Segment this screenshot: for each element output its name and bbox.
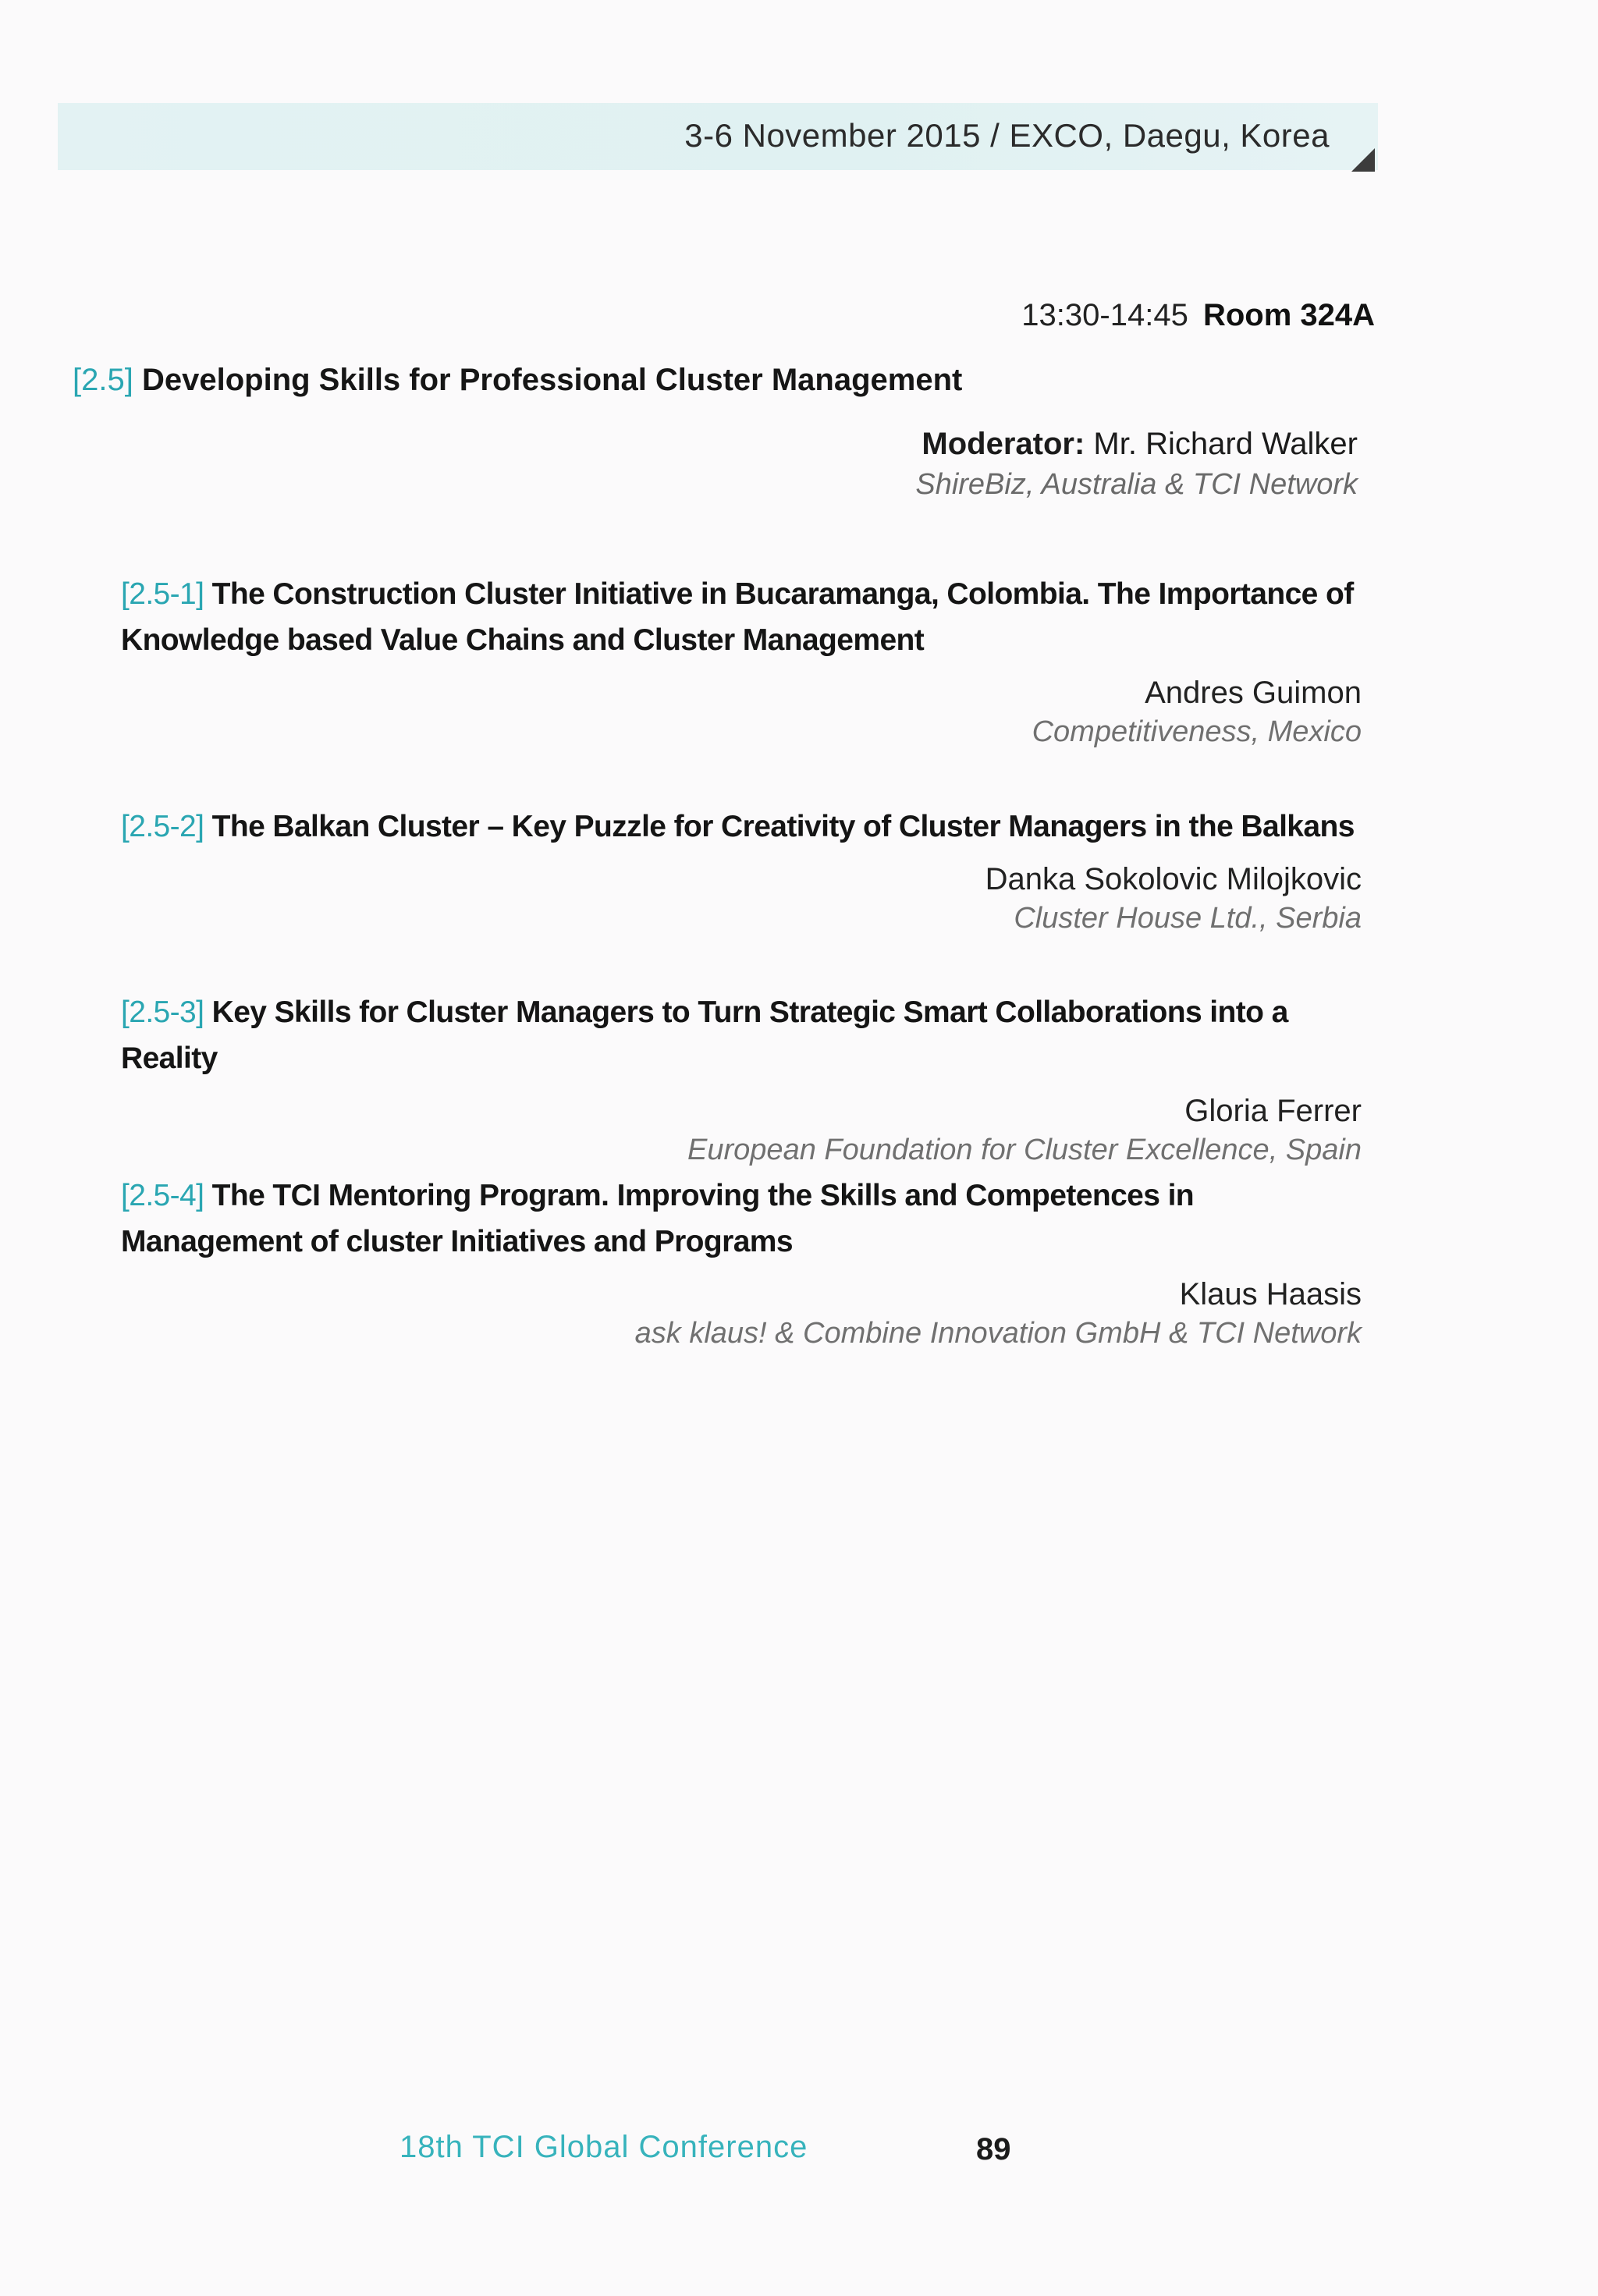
moderator-block	[915, 427, 1358, 502]
paper-code: [2.5-1]	[121, 577, 204, 611]
paper-title-line	[121, 1173, 1362, 1265]
paper-author: Danka Sokolovic Milojkovic	[985, 862, 1362, 896]
paper-title-line	[121, 571, 1362, 663]
paper-item	[121, 571, 1362, 749]
paper-title: The TCI Mentoring Program. Improving the Skills and Competences in Management of cluster Initiatives and Programs	[121, 1179, 1195, 1258]
paper-title: The Construction Cluster Initiative in Bucaramanga, Colombia. The Importance of Knowledge based Value Chains and Cluster Management	[121, 577, 1354, 657]
paper-affiliation: Cluster House Ltd., Serbia	[1014, 902, 1362, 935]
session-heading	[73, 363, 962, 398]
paper-item	[121, 989, 1362, 1167]
moderator-name: Mr. Richard Walker	[1093, 427, 1358, 461]
moderator-label: Moderator:	[922, 427, 1085, 461]
page-number: 89	[976, 2132, 1011, 2166]
session-code: [2.5]	[73, 363, 133, 397]
moderator-affiliation: ShireBiz, Australia & TCI Network	[915, 468, 1358, 501]
session-time-room	[1021, 298, 1375, 333]
paper-author: Andres Guimon	[1145, 676, 1362, 710]
paper-code: [2.5-4]	[121, 1179, 204, 1212]
paper-code: [2.5-2]	[121, 810, 204, 843]
paper-affiliation: European Foundation for Cluster Excellence, Spain	[687, 1134, 1362, 1166]
corner-triangle-mark	[1351, 148, 1375, 172]
paper-title: The Balkan Cluster – Key Puzzle for Creativity of Cluster Managers in the Balkans	[211, 810, 1355, 843]
session-time: 13:30-14:45	[1021, 298, 1188, 332]
paper-title-line	[121, 989, 1362, 1081]
event-date-location: 3-6 November 2015 / EXCO, Daegu, Korea	[684, 117, 1330, 154]
paper-author: Gloria Ferrer	[1184, 1094, 1362, 1128]
session-title: Developing Skills for Professional Cluster Management	[141, 363, 963, 397]
paper-author: Klaus Haasis	[1179, 1277, 1362, 1311]
footer-conference-name: 18th TCI Global Conference	[400, 2130, 808, 2164]
paper-affiliation: ask klaus! & Combine Innovation GmbH & TCI Network	[634, 1317, 1362, 1350]
paper-item	[121, 804, 1362, 935]
session-room: Room 324A	[1202, 298, 1375, 332]
paper-title-line	[121, 804, 1362, 850]
paper-title: Key Skills for Cluster Managers to Turn Strategic Smart Collaborations into a Reality	[121, 995, 1288, 1075]
paper-affiliation: Competitiveness, Mexico	[1032, 715, 1362, 748]
paper-code: [2.5-3]	[121, 995, 204, 1029]
paper-item	[121, 1173, 1362, 1350]
